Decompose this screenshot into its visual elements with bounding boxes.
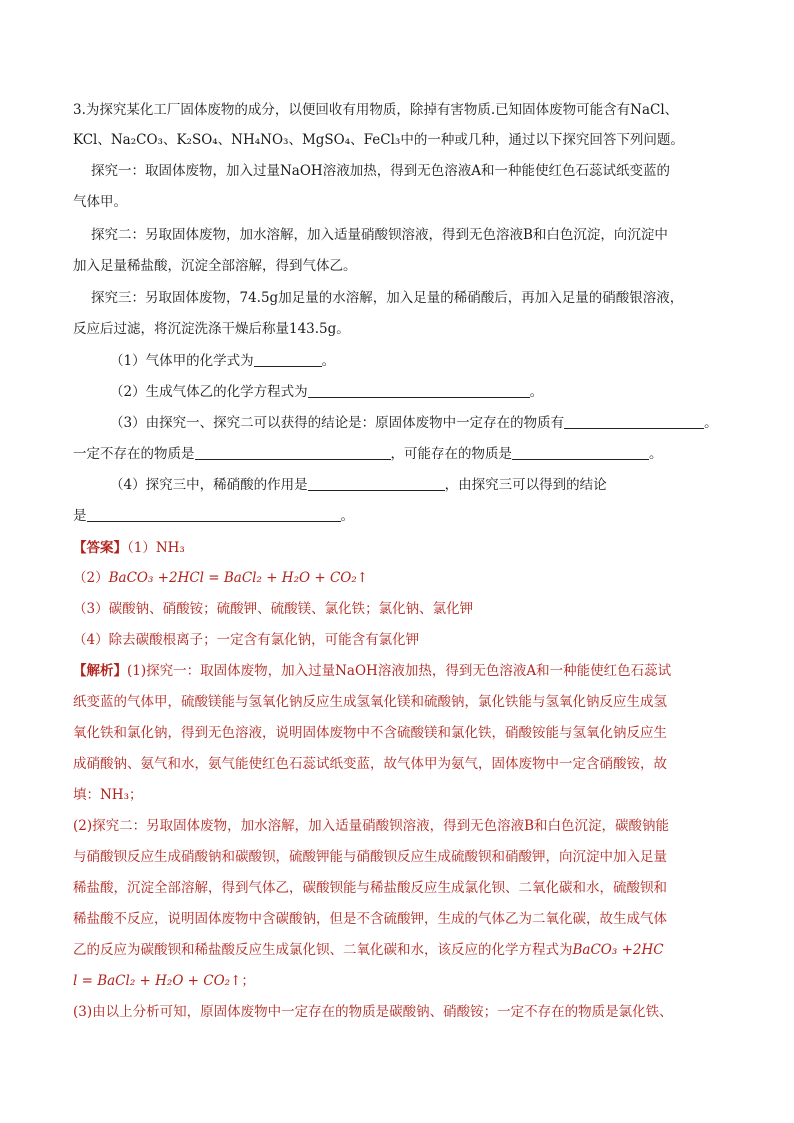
sub-question-3-line-2: 一定不存在的物质是 ，可能存在的物质是 。 — [73, 446, 663, 462]
analysis-line-8: 稀盐酸，沉淀全部溶解，得到气体乙，碳酸钡能与稀盐酸反应生成氯化钡、二氧化碳和水，硫酸钡和 — [73, 880, 667, 896]
sub-question-2-text: （2）生成气体乙的化学方程式为 — [110, 384, 308, 400]
analysis-line-6: (2)探究二：另取固体废物，加水溶解，加入适量硝酸钡溶液，得到无色溶液B和白色沉淀，碳酸钠能 — [73, 818, 670, 834]
answer-line-2: （2）BaCO₃ +2HCl = BaCl₂ + H₂O + CO₂↑ — [73, 570, 369, 586]
answer-line-4: （4）除去碳酸根离子；一定含有氯化钠，可能含有氯化钾 — [73, 632, 420, 648]
analysis-line-4: 成硝酸钠、氨气和水，氨气能使红色石蕊试纸变蓝，故气体甲为氨气，固体废物中一定含硝酸铵，故 — [73, 756, 667, 772]
analysis-line-12: (3)由以上分析可知，原固体废物中一定存在的物质是碳酸钠、硝酸铵；一定不存在的物质是氯化铁、 — [73, 1004, 673, 1020]
explore-one-line-2: 气体甲。 — [73, 194, 127, 210]
answer-blank-2[interactable] — [308, 383, 530, 398]
analysis-line-2: 纸变蓝的气体甲，硫酸镁能与氢氧化钠反应生成氢氧化镁和硫酸钠，氯化铁能与氢氧化钠反应生成氢 — [73, 694, 667, 710]
sub-question-4-line-2: 是 。 — [73, 508, 354, 524]
answer-blank-3c[interactable] — [512, 445, 649, 460]
explore-two-line-1: 探究二：另取固体废物，加水溶解，加入适量硝酸钡溶液，得到无色溶液B和白色沉淀，向沉淀中 — [91, 227, 668, 243]
sub-question-3-line-1: （3）由探究一、探究二可以获得的结论是：原固体废物中一定存在的物质有 。 — [110, 415, 718, 431]
answer-2-equation: BaCO₃ +2HCl = BaCl₂ + H₂O + CO₂↑ — [108, 570, 369, 586]
answer-blank-3b[interactable] — [195, 445, 391, 460]
analysis-line-1: 【解析】(1)探究一：取固体废物，加入过量NaOH溶液加热，得到无色溶液A和一种能使红色石蕊试 — [73, 663, 672, 679]
analysis-tag: 【解析】 — [73, 663, 127, 679]
analysis-equation-part-2: l = BaCl₂ + H₂O + CO₂↑ — [73, 973, 242, 989]
sub-question-3-text: （3）由探究一、探究二可以获得的结论是：原固体废物中一定存在的物质有 — [110, 415, 565, 431]
explore-three-line-1: 探究三：另取固体废物，74.5g加足量的水溶解，加入足量的稀硝酸后，再加入足量的硝酸银溶液， — [91, 290, 684, 306]
question-line-2: KCl、Na₂CO₃、K₂SO₄、NH₄NO₃、MgSO₄、FeCl₃中的一种或几种，通过以下探究回答下列问题。 — [73, 132, 684, 148]
sub-question-1-text: （1）气体甲的化学式为 — [110, 353, 254, 369]
question-line-1: 3.为探究某化工厂固体废物的成分，以便回收有用物质，除掉有害物质.已知固体废物可能含有NaCl、 — [73, 102, 679, 118]
answer-blank-3a[interactable] — [564, 414, 704, 429]
explore-one-line-1: 探究一：取固体废物，加入过量NaOH溶液加热，得到无色溶液A和一种能使红色石蕊试纸变蓝的 — [91, 163, 670, 179]
answer-blank-4a[interactable] — [308, 476, 445, 491]
answer-blank-4b[interactable] — [87, 507, 341, 522]
sub-question-4-text: （4）探究三中，稀硝酸的作用是 — [110, 477, 308, 493]
sub-question-2: （2）生成气体乙的化学方程式为 。 — [110, 384, 544, 400]
analysis-equation-part-1: BaCO₃ +2HC — [572, 942, 664, 958]
sub-question-4-line-1: （4）探究三中，稀硝酸的作用是 ，由探究三可以得到的结论 — [110, 477, 607, 493]
analysis-line-5: 填：NH₃； — [73, 787, 143, 803]
explore-two-line-2: 加入足量稀盐酸，沉淀全部溶解，得到气体乙。 — [73, 258, 357, 274]
analysis-line-9: 稀盐酸不反应，说明固体废物中含碳酸钠，但是不含硫酸钾，生成的气体乙为二氧化碳，故生成气体 — [73, 911, 667, 927]
explore-three-line-2: 反应后过滤，将沉淀洗涤干燥后称量143.5g。 — [73, 321, 350, 337]
answer-line-1 — [73, 539, 185, 557]
analysis-line-7: 与硝酸钡反应生成硝酸钠和碳酸钡，硫酸钾能与硝酸钡反应生成硫酸钡和硝酸钾，向沉淀中加入足量 — [73, 849, 667, 865]
answer-1: （1）NH₃ — [127, 540, 185, 556]
answer-blank-1[interactable] — [254, 352, 322, 367]
analysis-line-10: 乙的反应为碳酸钡和稀盐酸反应生成氯化钡、二氧化碳和水，该反应的化学方程式为BaCO₃ +2HC — [73, 942, 664, 958]
answer-line-3: （3）碳酸钠、硝酸铵；硫酸钾、硫酸镁、氯化铁；氯化钠、氯化钾 — [73, 601, 474, 617]
sub-question-1: （1）气体甲的化学式为 。 — [110, 353, 336, 369]
analysis-line-3: 氧化铁和氯化钠，得到无色溶液，说明固体废物中不含硫酸镁和氯化铁，硝酸铵能与氢氧化钠反应生 — [73, 725, 667, 741]
analysis-line-11: l = BaCl₂ + H₂O + CO₂↑； — [73, 973, 255, 989]
answer-tag: 【答案】 — [73, 540, 127, 556]
